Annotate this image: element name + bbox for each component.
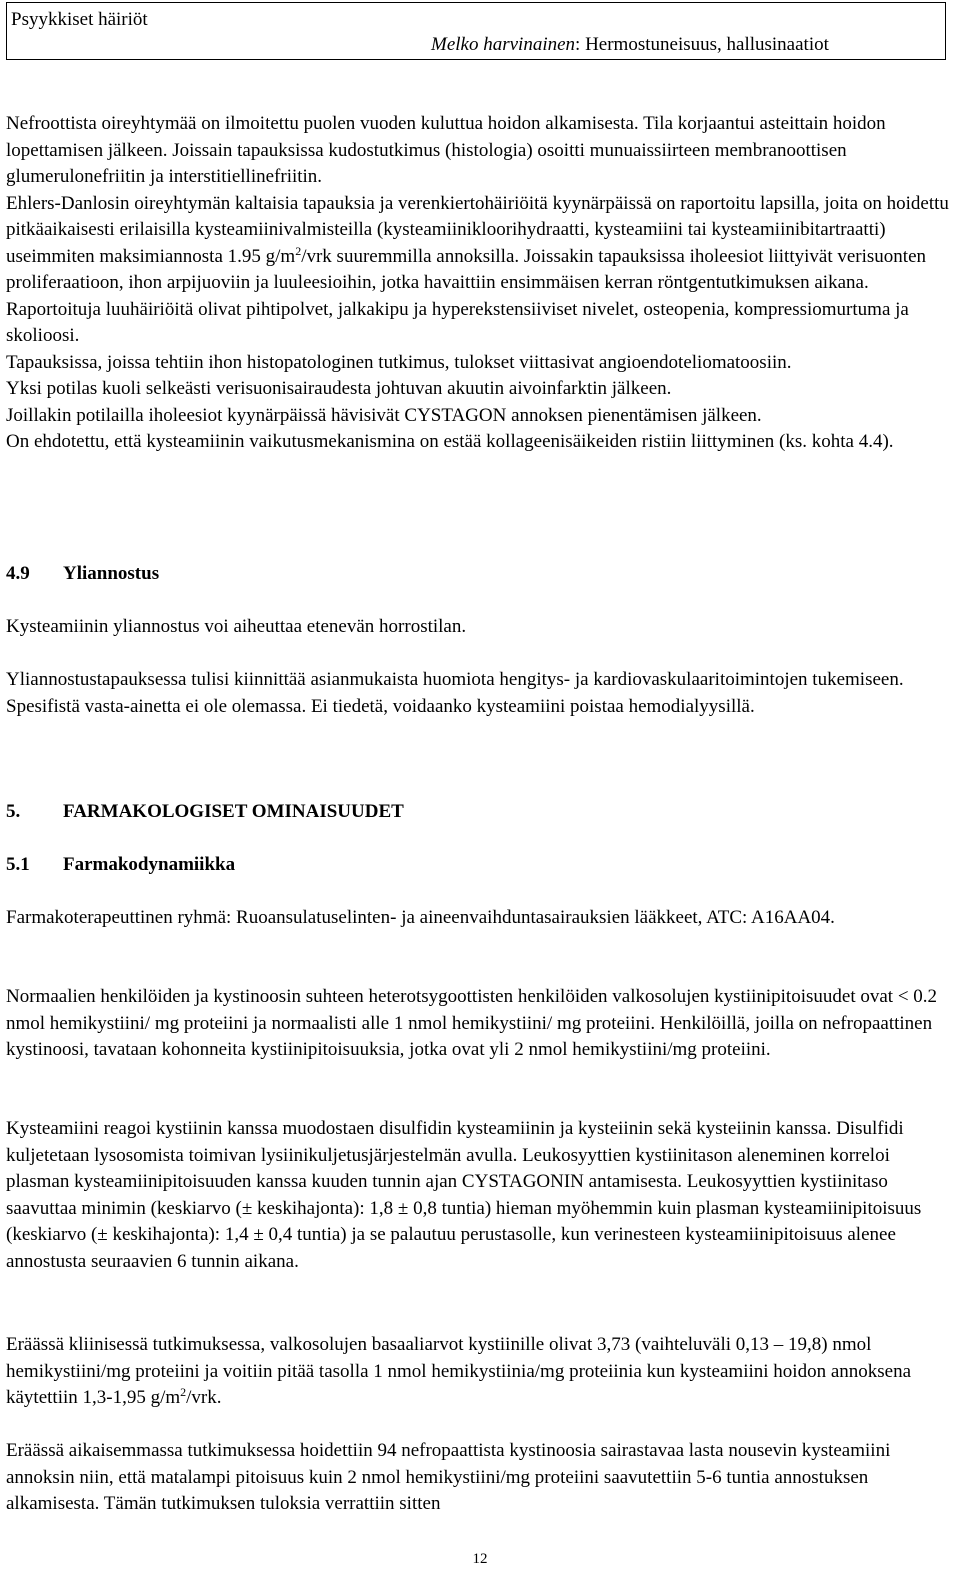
paragraph-mechanism-of-action [6, 1116, 954, 1275]
heading-5 [6, 799, 954, 826]
section-4-8-text [6, 111, 954, 456]
paragraph-text: Kysteamiini reagoi kystiinin kanssa muodostaen disulfidin kysteamiinin ja kysteiinin sekä kysteiinin kanssa. Disulfidi kuljetetaan lysosomista toimivan lysiinikuljetusjärjestelmän avulla. Leukosyyttien kystiinitason aleneminen korreloi plasman kysteamiinipitoisuuden kanssa kuuden tunnin ajan CYSTAGONIN antamisesta. Leukosyyttien kystiinitaso saavuttaa minimin (keskiarvo (± keskihajonta): 1,8 ± 0,8 tuntia) hieman myöhemmin kuin plasman kysteamiinipitoisuus (keskiarvo (± keskihajonta): 1,4 ± 0,4 tuntia) ja se palautuu perustasolle, kun verinesteen kysteamiinipitoisuus alenee annostusta seuraavien 6 tunnin aikana. [6, 1118, 922, 1272]
heading-title: FARMAKOLOGISET OMINAISUUDET [63, 801, 404, 822]
superscript: 2 [180, 1385, 187, 1399]
paragraph-text [6, 1332, 954, 1412]
paragraph-text: Yliannostustapauksessa tulisi kiinnittää asianmukaista huomiota hengitys- ja kardiovaskulaaritoimintojen tukemiseen. Spesifistä vasta-ainetta ei ole olemassa. Ei tiedetä, voidaanko kysteamiini poistaa hemodialyysillä. [6, 669, 904, 717]
table-cell-category: Psyykkiset häiriöt [11, 9, 148, 30]
paragraph-ehlers-danlos [6, 191, 954, 350]
paragraph-text: Eräässä aikaisemmassa tutkimuksessa hoidettiin 94 nefropaattista kystinoosia sairastavaa lasta nousevin kysteamiini annoksin niin, että matalampi pitoisuus kuin 2 nmol hemikystiini/mg proteiini saavutettiin 5-6 tuntia annostuksen alkamisesta. Tämän tutkimuksen tuloksia verrattiin sitten [6, 1440, 891, 1514]
frequency-label: Melko harvinainen [431, 34, 576, 55]
heading-4-9 [6, 561, 954, 588]
paragraph-text: Normaalien henkilöiden ja kystinoosin suhteen heterotsygoottisten henkilöiden valkosolujen kystiinipitoisuudet ovat < 0.2 nmol hemikystiini/ mg proteiini ja normaalisti alle 1 nmol hemikystiini/ mg proteiini. Henkilöillä, joilla on nefropaattinen kystinoosi, tavataan kohonneita kystiinipitoisuuksia, jotka ovat yli 2 nmol hemikystiini/mg proteiini. [6, 986, 938, 1060]
paragraph-earlier-study [6, 1438, 954, 1518]
heading-title: Farmakodynamiikka [63, 854, 236, 875]
paragraph-atc [6, 905, 954, 932]
paragraph-cystine-levels [6, 984, 954, 1064]
paragraph-lesions: Joillakin potilailla iholeesiot kyynärpäissä hävisivät CYSTAGON annoksen pienentämisen jälkeen. [6, 404, 762, 426]
superscript: 2 [295, 243, 302, 258]
heading-5-1 [6, 852, 954, 879]
page-number: 12 [472, 1551, 488, 1567]
text-run: /vrk suuremmilla annoksilla. Joissakin tapauksissa iholeesiot liittyivät verisuonten proliferaatioon, ihon arpijuoviin ja luuleesioihin, jotka havaittiin ensimmäisen kerran röntgentutkimuksen aikana. Raportoituja luuhäiriöitä olivat pihtipolvet, jalkakipu ja hyperekstensiiviset nivelet, osteopenia, kompressiomurtuma ja skolioosi. [6, 245, 927, 346]
paragraph-mechanism: On ehdotettu, että kysteamiinin vaikutusmekanismina on estää kollageenisäikeiden ristiin liittyminen (ks. kohta 4.4). [6, 431, 894, 452]
paragraph-infarction: Yksi potilas kuoli selkeästi verisuonisairaudesta johtuvan akuutin aivoinfarktin jälkeen. [6, 378, 672, 399]
frequency-effects: : Hermostuneisuus, hallusinaatiot [575, 34, 829, 55]
paragraph-histopathology: Tapauksissa, joissa tehtiin ihon histopatologinen tutkimus, tulokset viittasivat angioendoteliomatoosiin. [6, 351, 792, 373]
text-run: Ehlers-Danlosin oireyhtymän kaltaisia tapauksia ja verenkiertohäiriöitä kyynärpäissä on raportoitu lapsilla, joita on hoidettu pitkäaikaisesti erilaisilla kysteamiinivalmisteilla (kysteamiinikloorihydraatti, kysteamiini tai kysteamiinibitartraatti) useimmiten maksimiannosta 1.95 g/m [6, 192, 949, 267]
heading-number: 5.1 [6, 854, 30, 875]
heading-title: Yliannostus [63, 563, 160, 584]
heading-number: 4.9 [6, 563, 30, 584]
paragraph-text: Farmakoterapeuttinen ryhmä: Ruoansulatuselinten- ja aineenvaihduntasairauksien lääkkeet, ATC: A16AA04. [6, 907, 835, 928]
paragraph-overdose-treatment [6, 667, 954, 720]
paragraph-nephrotic: Nefroottista oireyhtymää on ilmoitettu puolen vuoden kuluttua hoidon alkamisesta. Tila korjaantui asteittain hoidon lopettamisen jälkeen. Joissain tapauksissa kudostutkimus (histologia) osoitti munuaissiirteen membranoottisen glumerulonefriitin ja interstitiellinefriitin. [6, 113, 886, 187]
text-run: /vrk. [186, 1387, 222, 1408]
table-cell-frequency [431, 32, 829, 59]
heading-number: 5. [6, 801, 21, 822]
adverse-effects-table-row [6, 2, 946, 60]
text-run: Eräässä kliinisessä tutkimuksessa, valkosolujen basaaliarvot kystiinille olivat 3,73 (vaihteluväli 0,13 – 19,8) nmol hemikystiini/mg proteiini ja voitiin pitää tasolla 1 nmol hemikystiinia/mg proteiinia kun kysteamiini hoidon annoksena käytettiin 1,3-1,95 g/m [6, 1334, 912, 1408]
paragraph-clinical-study [6, 1332, 954, 1412]
paragraph-text: Kysteamiinin yliannostus voi aiheuttaa etenevän horrostilan. [6, 616, 467, 637]
paragraph-overdose-coma [6, 614, 954, 641]
